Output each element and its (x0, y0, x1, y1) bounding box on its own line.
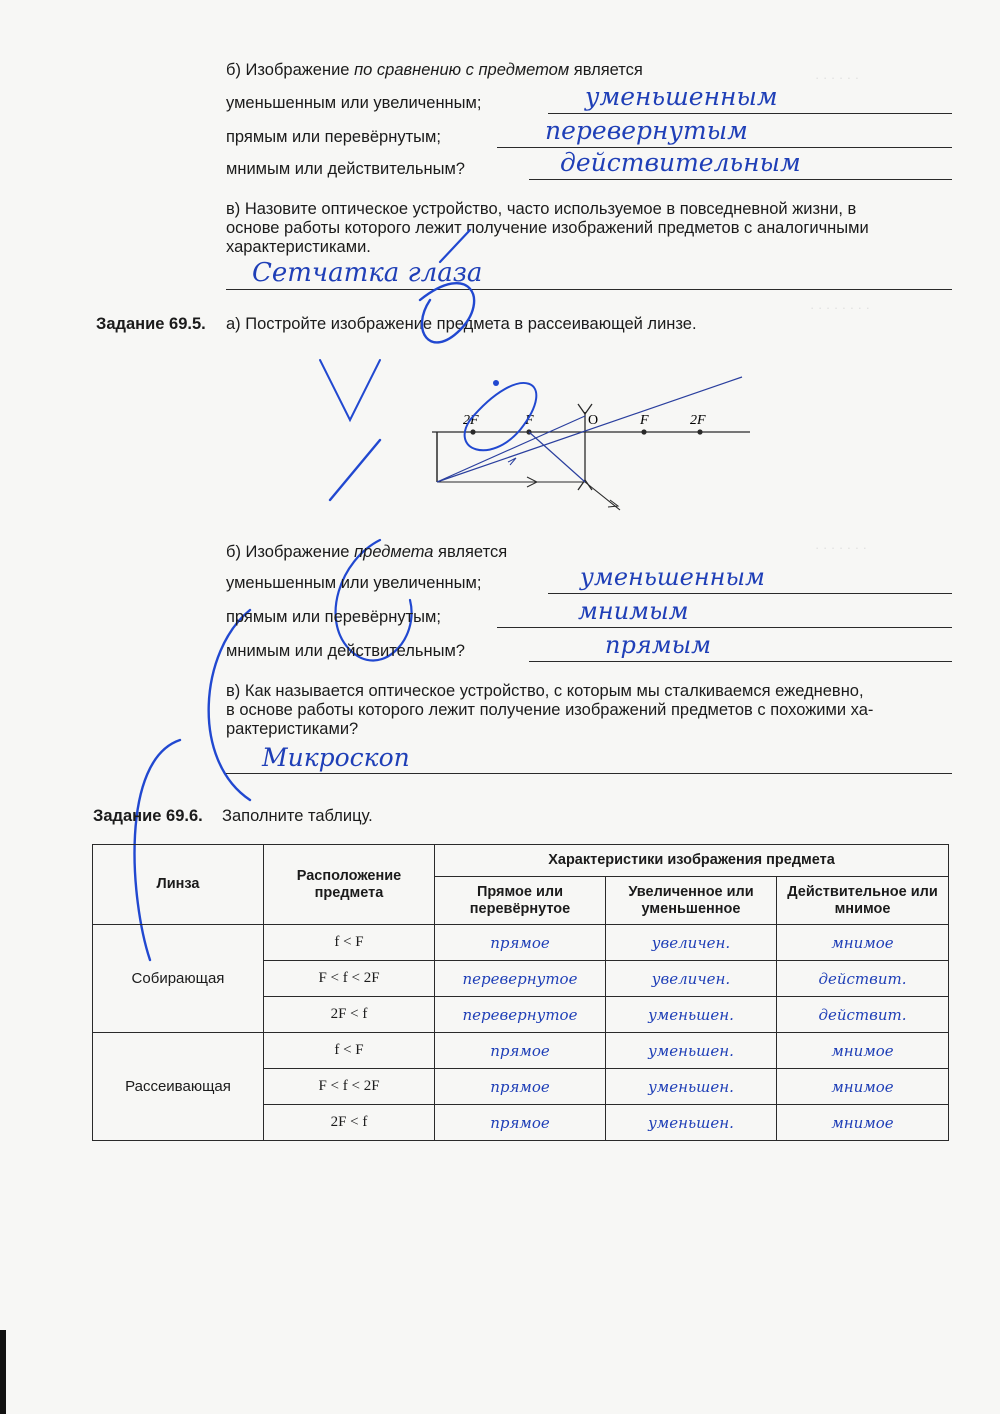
label-o: O (588, 413, 599, 428)
answer-orientation-cell: перевернутое (435, 961, 606, 997)
answer-size-cell: уменьшен. (606, 997, 777, 1033)
task5-b-heading (226, 542, 507, 562)
lens-diverging: Рассеивающая (93, 1033, 264, 1141)
part1-v-line: в) Назовите оптическое устройство, часто используемое в повседневной жизни, в (226, 200, 857, 218)
lens-table (92, 844, 949, 1141)
header-size: Увеличенное или уменьшенное (606, 877, 777, 925)
bleed-through-mark: · · · · · · · · (810, 300, 870, 315)
label-f-left: F (525, 413, 534, 428)
answer-real-cell: действит. (777, 997, 949, 1033)
task5-v-line: в основе работы которого лежит получение изображений предметов с похожими ха- (226, 701, 874, 719)
task5-v-answer: Микроскоп (262, 743, 410, 772)
hand-scribble-3 (320, 360, 536, 450)
condition-cell: 2F < f (264, 1105, 435, 1141)
task5-v-line: рактеристиками? (226, 720, 359, 738)
part1-answer-real: действительным (560, 148, 801, 177)
answer-size-cell: увеличен. (606, 925, 777, 961)
header-position: Расположение предмета (264, 845, 435, 925)
lens-converging: Собирающая (93, 925, 264, 1033)
part1-b-italic: по сравнению с предметом (354, 61, 570, 79)
answer-orientation-cell: прямое (435, 1105, 606, 1141)
part1-v-line: характеристиками. (226, 238, 371, 256)
answer-orientation-cell: прямое (435, 1069, 606, 1105)
task5-v-question (226, 682, 952, 739)
answer-real-cell: мнимое (777, 925, 949, 961)
header-orientation: Прямое или перевёрнутое (435, 877, 606, 925)
task6-title: Задание 69.6. (93, 807, 203, 825)
answer-real-cell: мнимое (777, 1105, 949, 1141)
answer-real-cell: мнимое (777, 1033, 949, 1069)
task5-title: Задание 69.5. (96, 315, 206, 333)
task5-question-orientation: прямым или перевёрнутым; (226, 608, 441, 626)
condition-cell: f < F (264, 1033, 435, 1069)
condition-cell: F < f < 2F (264, 1069, 435, 1105)
hand-ray-focus (529, 432, 585, 482)
answer-real-cell: действит. (777, 961, 949, 997)
table-row (93, 1033, 949, 1069)
answer-size-cell: уменьшен. (606, 1105, 777, 1141)
condition-cell: f < F (264, 925, 435, 961)
answer-orientation-cell: прямое (435, 1033, 606, 1069)
point-2f-right (697, 429, 702, 434)
bleed-through-mark: · · · · · · · (815, 540, 867, 555)
hand-arrow (508, 458, 516, 465)
answer-orientation-cell: прямое (435, 925, 606, 961)
header-lens: Линза (93, 845, 264, 925)
ray-refracted (585, 482, 620, 510)
hand-scribble-2 (336, 230, 470, 660)
answer-real-cell: мнимое (777, 1069, 949, 1105)
task5-question-size: уменьшенным или увеличенным; (226, 574, 482, 592)
label-2f-left: 2F (463, 413, 479, 428)
bleed-through-mark: · · · · · · (815, 70, 860, 85)
task5-b-suffix: является (433, 543, 508, 561)
point-f-right (641, 429, 646, 434)
task6-text: Заполните таблицу. (222, 807, 373, 825)
hand-ray-center (437, 377, 742, 482)
task5-answer-size: уменьшенным (580, 563, 765, 591)
task5-b-italic: предмета (354, 543, 434, 561)
part1-question-size: уменьшенным или увеличенным; (226, 94, 482, 112)
hand-ray-2 (437, 416, 585, 482)
task5-answer-orientation: мнимым (578, 597, 689, 625)
part1-answer-size: уменьшенным (585, 82, 778, 111)
header-group: Характеристики изображения предмета (435, 845, 949, 877)
part1-question-real: мнимым или действительным? (226, 160, 465, 178)
answer-size-cell: уменьшен. (606, 1069, 777, 1105)
answer-orientation-cell: перевернутое (435, 997, 606, 1033)
point-2f-left (470, 429, 475, 434)
table-row (93, 925, 949, 961)
part1-v-line: основе работы которого лежит получение изображений предметов с аналогичными (226, 219, 869, 237)
part1-b-suffix: является (569, 61, 643, 79)
task5-a-text: а) Постройте изображение предмета в рассеивающей линзе. (226, 315, 697, 333)
task5-b-prefix: б) Изображение (226, 543, 355, 561)
task5-answer-line-size (548, 593, 952, 594)
task5-v-line: в) Как называется оптическое устройство, с которым мы сталкиваемся ежедневно, (226, 682, 864, 700)
task5-v-answer-line (226, 773, 952, 774)
label-f-right: F (640, 413, 649, 428)
answer-size-cell: увеличен. (606, 961, 777, 997)
task5-answer-line-orientation (497, 627, 952, 628)
task5-answer-real: прямым (605, 631, 712, 659)
part1-b-prefix: б) Изображение (226, 61, 355, 79)
condition-cell: 2F < f (264, 997, 435, 1033)
label-2f-right: 2F (690, 413, 706, 428)
task5-question-real: мнимым или действительным? (226, 642, 465, 660)
part1-v-answer: Сетчатка глаза (252, 258, 483, 288)
task5-answer-line-real (529, 661, 952, 662)
part1-question-orientation: прямым или перевёрнутым; (226, 128, 441, 146)
scan-edge-mark (0, 1330, 6, 1414)
header-real: Действительное или мнимое (777, 877, 949, 925)
condition-cell: F < f < 2F (264, 961, 435, 997)
hand-dot (493, 380, 499, 386)
part1-answer-orientation: перевернутым (545, 116, 748, 145)
answer-size-cell: уменьшен. (606, 1033, 777, 1069)
